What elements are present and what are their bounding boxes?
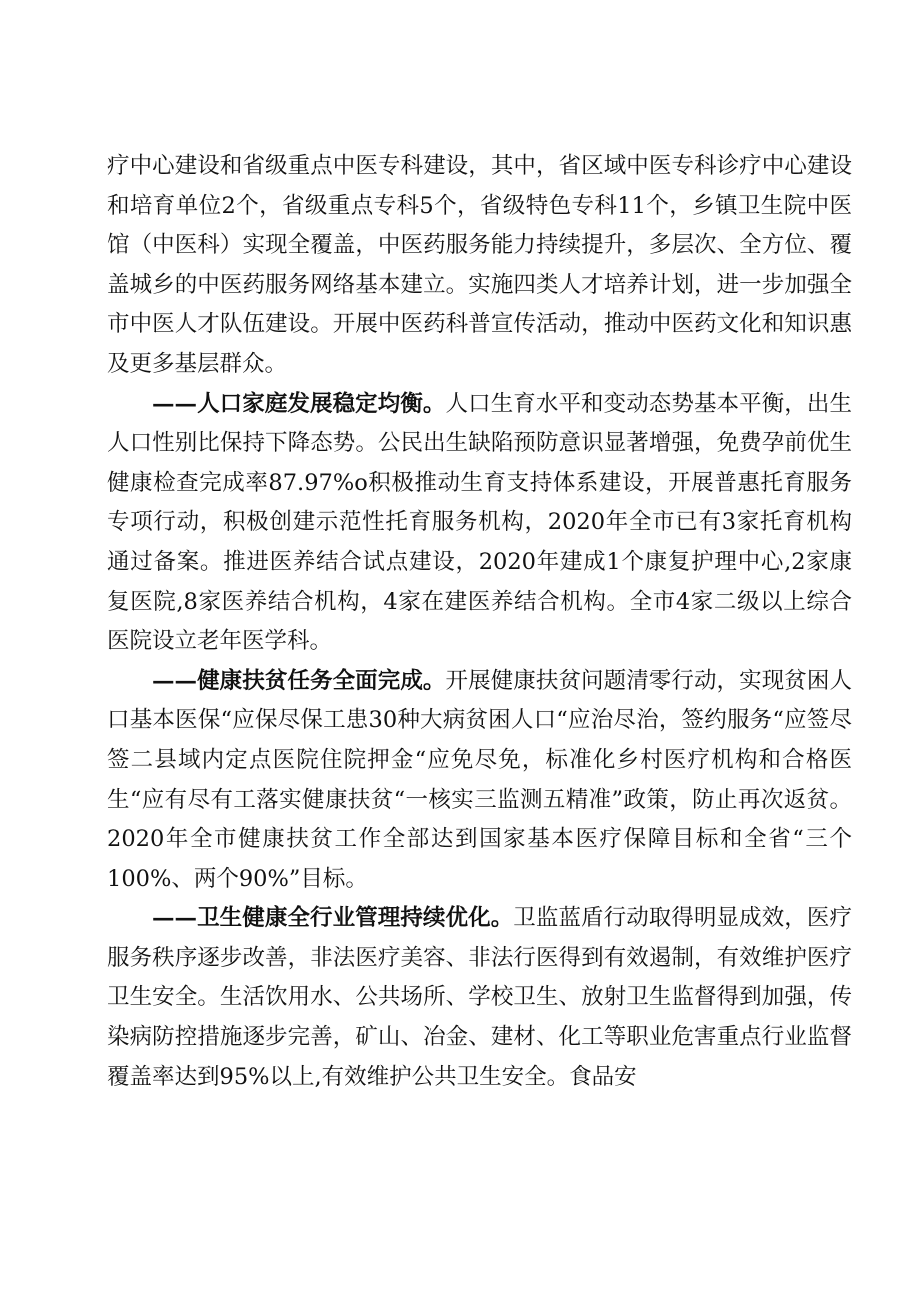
paragraph-lead-heading: ——人口家庭发展稳定均衡。 [152, 390, 446, 417]
paragraph-body: 开展健康扶贫问题清零行动，实现贫困人口基本医保“应保尽保工患30种大病贫困人口“应治尽治，签约服务“应签尽签二县域内定点医院住院押金“应免尽免，标准化乡村医疗机构和合格医生“应有尽有工落实健康扶贫“一核实三监测五精准”政策，防止再次返贫。2020年全市健康扶贫工作全部达到国家基本医疗保障目标和全省“三个100%、两个90%”目标。 [107, 667, 852, 892]
paragraph-health-poverty-alleviation [107, 662, 852, 900]
paragraph-population-development [107, 385, 852, 662]
paragraph-tcm-services [107, 147, 852, 385]
paragraph-industry-management [107, 899, 852, 1097]
paragraph-body: 人口生育水平和变动态势基本平衡，出生人口性别比保持下降态势。公民出生缺陷预防意识显著增强，免费孕前优生健康检查完成率87.97%o积极推动生育支持体系建设，开展普惠托育服务专项行动，积极创建示范性托育服务机构，2020年全市已有3家托育机构通过备案。推进医养结合试点建设，2020年建成1个康复护理中心,2家康复医院,8家医养结合机构，4家在建医养结合机构。全市4家二级以上综合医院设立老年医学科。 [107, 390, 852, 655]
paragraph-body: 卫监蓝盾行动取得明显成效，医疗服务秩序逐步改善，非法医疗美容、非法行医得到有效遏制，有效维护医疗卫生安全。生活饮用水、公共场所、学校卫生、放射卫生监督得到加强，传染病防控措施逐步完善，矿山、冶金、建材、化工等职业危害重点行业监督覆盖率达到95%以上,有效维护公共卫生安全。食品安 [107, 905, 852, 1090]
paragraph-lead-heading: ——健康扶贫任务全面完成。 [152, 667, 446, 694]
document-page [107, 147, 852, 1097]
paragraph-lead-heading: ——卫生健康全行业管理持续优化。 [152, 905, 514, 932]
paragraph-body: 疗中心建设和省级重点中医专科建设，其中，省区域中医专科诊疗中心建设和培育单位2个，省级重点专科5个，省级特色专科11个，乡镇卫生院中医馆（中医科）实现全覆盖，中医药服务能力持续提升，多层次、全方位、覆盖城乡的中医药服务网络基本建立。实施四类人才培养计划，进一步加强全市中医人才队伍建设。开展中医药科普宣传活动，推动中医药文化和知识惠及更多基层群众。 [107, 153, 852, 377]
